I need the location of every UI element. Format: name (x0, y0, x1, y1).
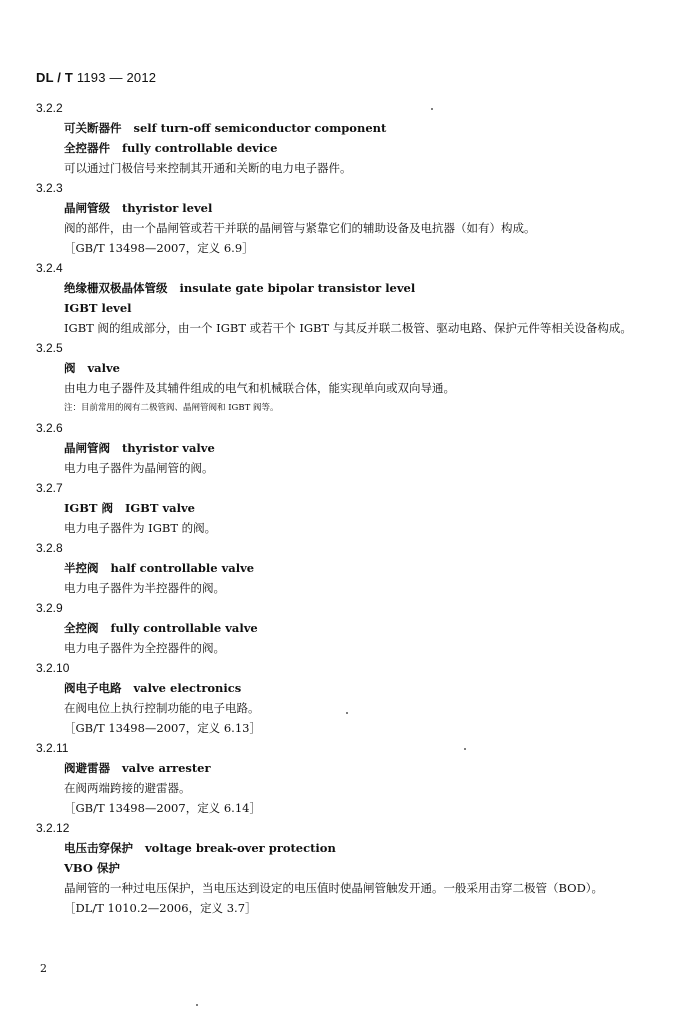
term-chinese: IGBT 阀 (64, 501, 113, 515)
scan-speck (431, 108, 433, 110)
entry-number: 3.2.12 (36, 821, 70, 835)
entry-number: 3.2.9 (36, 601, 63, 615)
term-chinese: 绝缘栅双极晶体管级 (64, 281, 168, 295)
term-line (36, 138, 642, 158)
definition-text: IGBT 阀的组成部分，由一个 IGBT 或若干个 IGBT 与其反并联二极管、驱动电路、保护元件等相关设备构成。 (64, 321, 632, 335)
term-chinese: 半控阀 (64, 561, 99, 575)
term-line (36, 198, 642, 218)
term-english: valve (87, 361, 121, 375)
definition-entry (36, 478, 642, 538)
term-line (36, 498, 642, 518)
term-line (36, 298, 642, 318)
definition-text: 晶闸管的一种过电压保护，当电压达到设定的电压值时使晶闸管触发开通。一般采用击穿二极管（BOD）。 (64, 881, 604, 895)
definition-entry (36, 818, 642, 918)
definition-text: 可以通过门极信号来控制其开通和关断的电力电子器件。 (64, 161, 352, 175)
term-line (36, 838, 642, 858)
term-line (36, 438, 642, 458)
term-english: valve electronics (133, 681, 242, 695)
term-line (36, 278, 642, 298)
definition-text: 阀的部件，由一个晶闸管或若干并联的晶闸管与紧靠它们的辅助设备及电抗器（如有）构成。 (64, 221, 536, 235)
term-chinese: 可关断器件 (64, 121, 122, 135)
term-line (36, 358, 642, 378)
entry-number: 3.2.5 (36, 341, 63, 355)
definition-text: 由电力电子器件及其辅件组成的电气和机械联合体，能实现单向或双向导通。 (64, 381, 455, 395)
term-english: fully controllable device (122, 141, 278, 155)
definition-entry (36, 98, 642, 178)
term-chinese: IGBT level (64, 301, 132, 315)
term-english: voltage break-over protection (145, 841, 336, 855)
definition-text: 电力电子器件为 IGBT 的阀。 (64, 521, 217, 535)
definition-entry (36, 738, 642, 818)
definition-entry (36, 598, 642, 658)
term-chinese: 阀电子电路 (64, 681, 122, 695)
term-english: half controllable valve (110, 561, 255, 575)
entry-number: 3.2.3 (36, 181, 63, 195)
scan-speck (464, 748, 466, 750)
term-line (36, 678, 642, 698)
definition-entry (36, 338, 642, 418)
term-chinese: 阀避雷器 (64, 761, 110, 775)
term-english: self turn-off semiconductor component (133, 121, 387, 135)
term-chinese: 全控器件 (64, 141, 110, 155)
entry-number: 3.2.7 (36, 481, 63, 495)
definition-entry (36, 258, 642, 338)
entry-number: 3.2.2 (36, 101, 63, 115)
term-chinese: 电压击穿保护 (64, 841, 133, 855)
source-reference: ［GB/T 13498—2007，定义 6.9］ (64, 241, 254, 255)
term-line (36, 858, 642, 878)
source-reference: ［DL/T 1010.2—2006，定义 3.7］ (64, 901, 257, 915)
term-chinese: VBO 保护 (64, 861, 120, 875)
definition-text: 在阀电位上执行控制功能的电子电路。 (64, 701, 260, 715)
term-english: thyristor level (122, 201, 213, 215)
entry-number: 3.2.10 (36, 661, 70, 675)
term-chinese: 晶闸管阀 (64, 441, 110, 455)
page-number: 2 (40, 962, 47, 975)
definition-note: 注：目前常用的阀有二极管阀、晶闸管阀和 IGBT 阀等。 (64, 403, 279, 413)
term-chinese: 全控阀 (64, 621, 99, 635)
source-reference: ［GB/T 13498—2007，定义 6.13］ (64, 721, 261, 735)
definitions-content (36, 98, 642, 918)
term-line (36, 618, 642, 638)
term-english: valve arrester (122, 761, 211, 775)
definition-text: 电力电子器件为晶闸管的阀。 (64, 461, 214, 475)
definition-entry (36, 178, 642, 258)
definition-text: 电力电子器件为全控器件的阀。 (64, 641, 225, 655)
term-line (36, 558, 642, 578)
term-chinese: 阀 (64, 361, 76, 375)
term-english: insulate gate bipolar transistor level (179, 281, 416, 295)
standard-number: 1193 — 2012 (76, 70, 157, 85)
definition-entry (36, 538, 642, 598)
entry-number: 3.2.6 (36, 421, 63, 435)
term-english: thyristor valve (122, 441, 215, 455)
scan-speck (196, 1004, 198, 1006)
definition-text: 电力电子器件为半控器件的阀。 (64, 581, 225, 595)
scan-speck (346, 712, 348, 714)
entry-number: 3.2.8 (36, 541, 63, 555)
entry-number: 3.2.4 (36, 261, 63, 275)
definition-entry (36, 418, 642, 478)
source-reference: ［GB/T 13498—2007，定义 6.14］ (64, 801, 261, 815)
term-english: IGBT valve (124, 501, 195, 515)
term-line (36, 758, 642, 778)
standard-code: DL / T (36, 70, 74, 85)
standard-header (36, 70, 156, 85)
entry-number: 3.2.11 (36, 741, 69, 755)
term-english: fully controllable valve (110, 621, 258, 635)
term-chinese: 晶闸管级 (64, 201, 110, 215)
definition-text: 在阀两端跨接的避雷器。 (64, 781, 191, 795)
definition-entry (36, 658, 642, 738)
term-line (36, 118, 642, 138)
